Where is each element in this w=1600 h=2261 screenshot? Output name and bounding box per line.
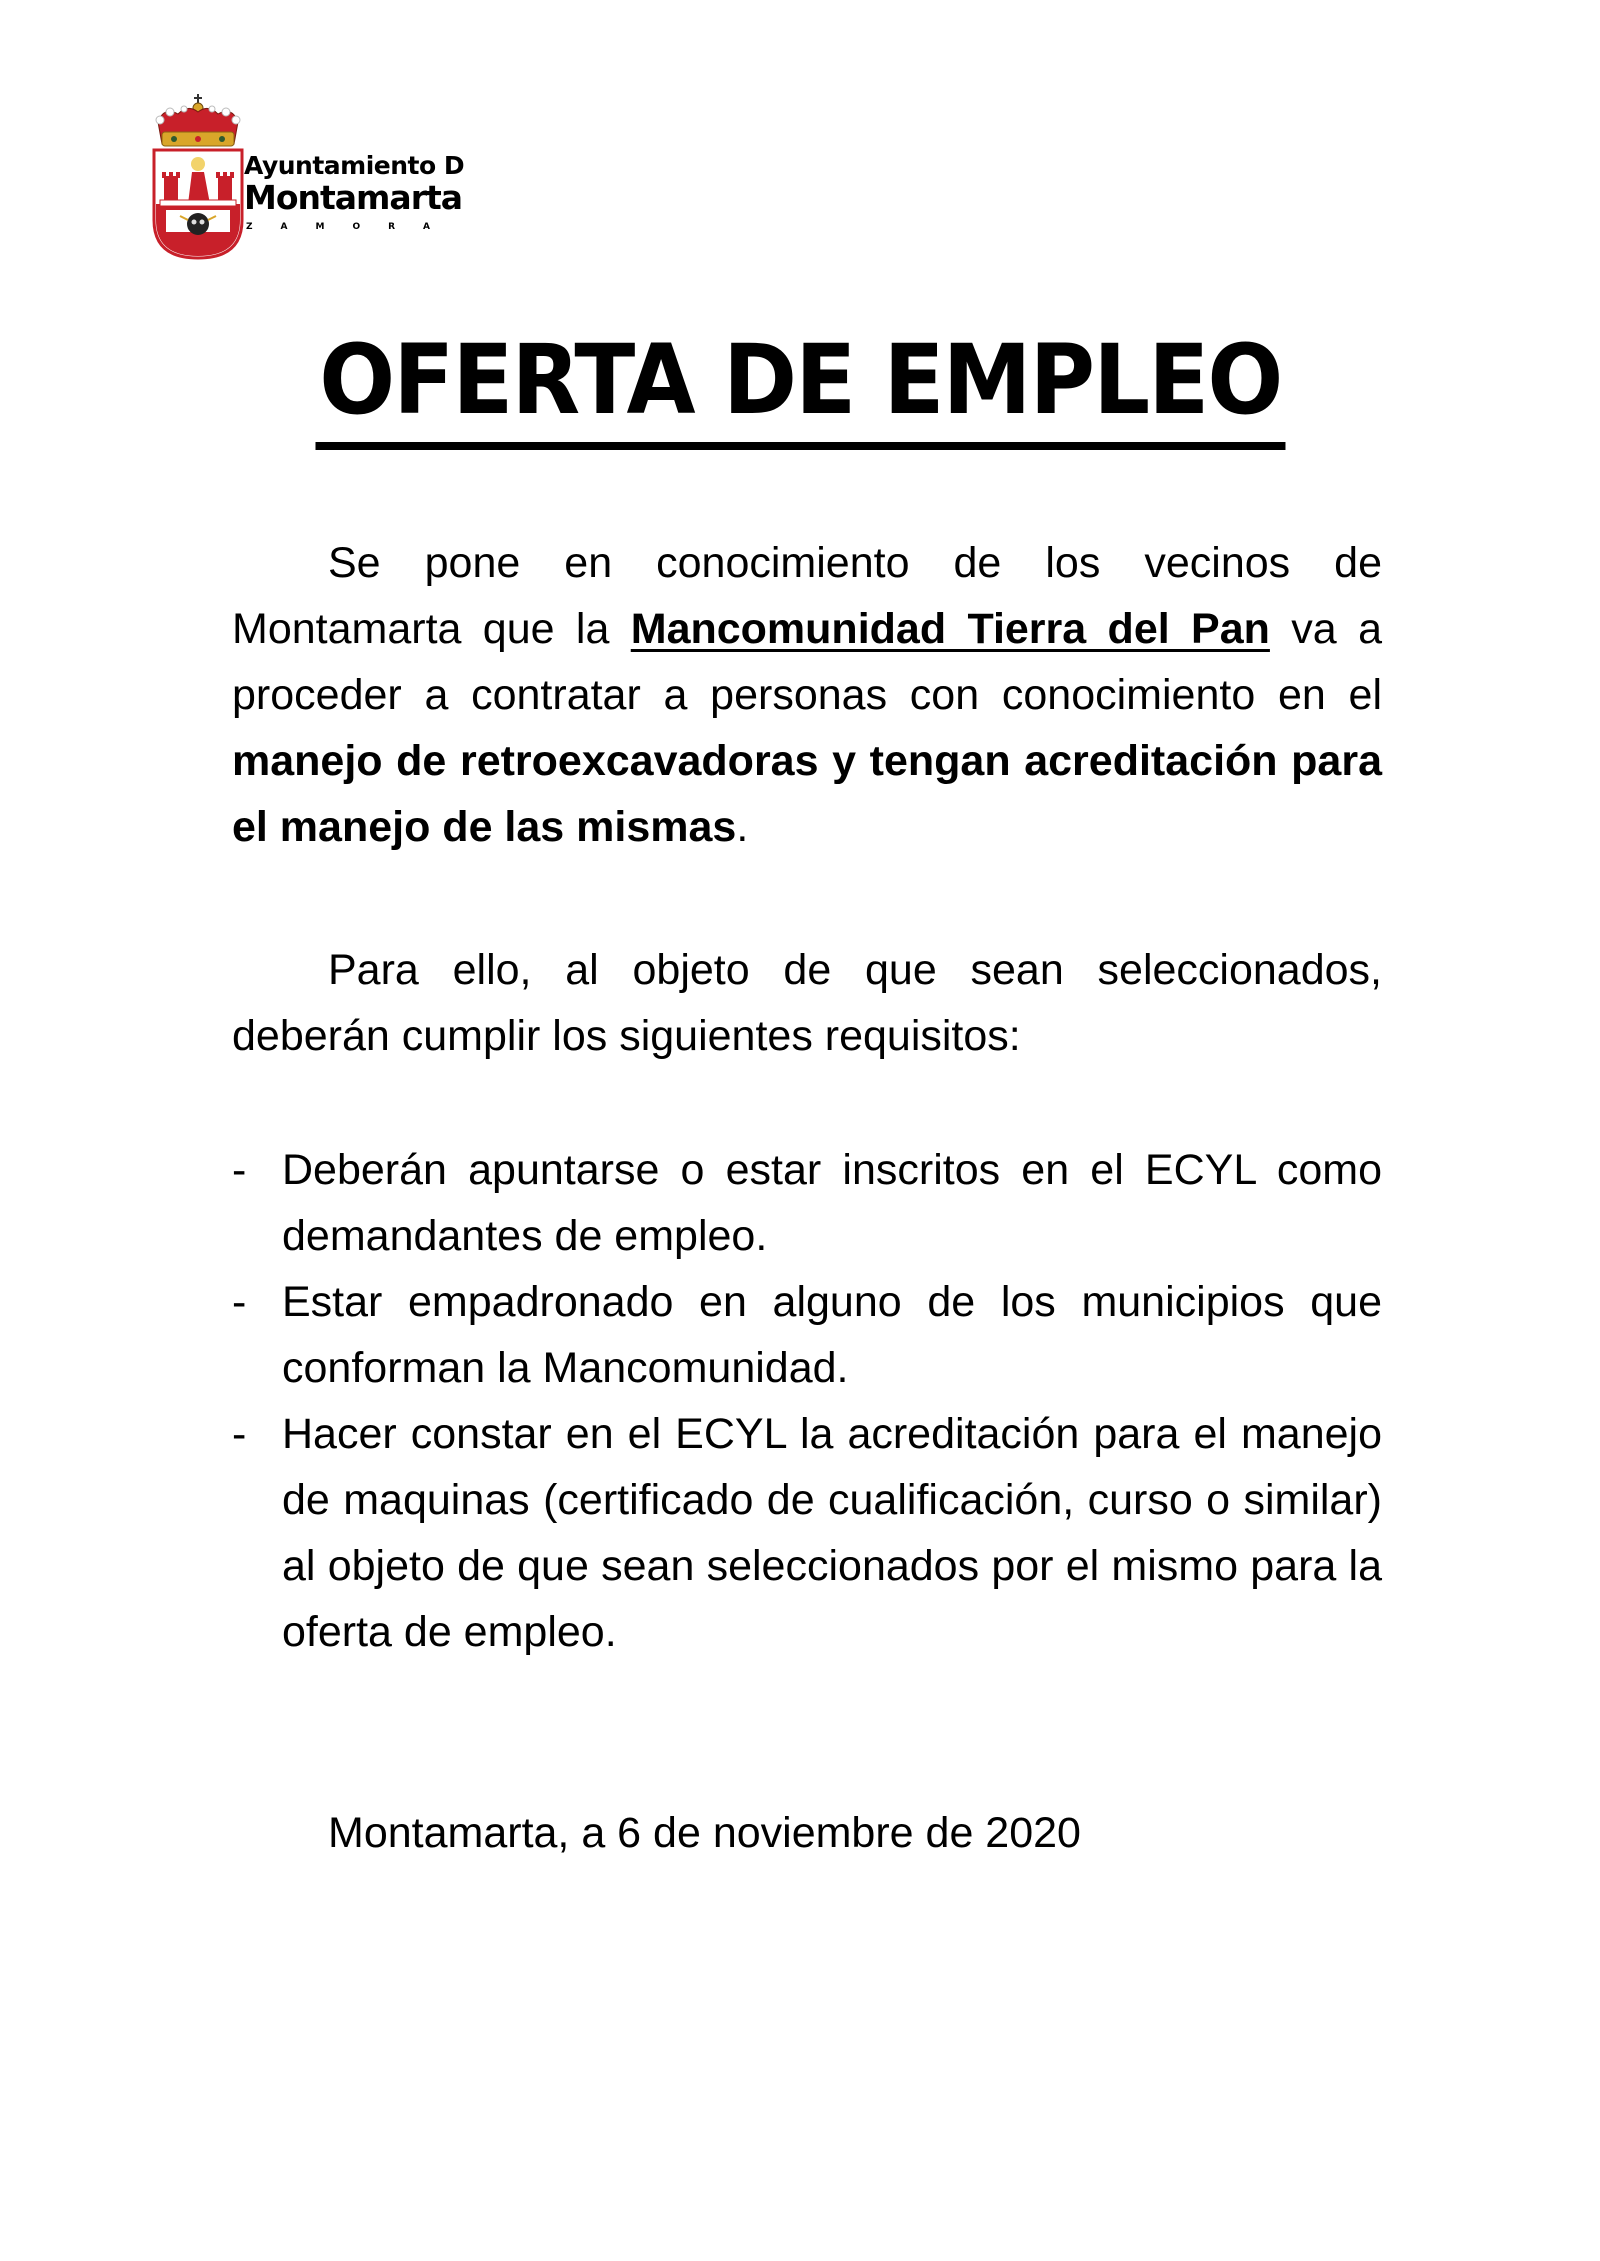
page-title: OFERTA DE EMPLEO (315, 330, 1285, 450)
logo-text (244, 152, 464, 234)
requirements-intro-paragraph (232, 937, 1382, 1069)
dash-bullet-icon: - (232, 1146, 247, 1194)
requirements-list (232, 1137, 1382, 1665)
municipality-logo (152, 92, 472, 262)
title-container (0, 324, 1600, 450)
dash-bullet-icon: - (232, 1410, 247, 1458)
list-item (232, 1137, 1382, 1269)
requirement-text: Deberán apuntarse o estar inscritos en el ECYL como demandantes de empleo. (282, 1146, 1382, 1260)
list-item (232, 1401, 1382, 1665)
intro-bold-requirement: manejo de retroexcavadoras y tengan acreditación para el manejo de las mismas (232, 737, 1382, 851)
requirement-text: Estar empadronado en alguno de los municipios que conforman la Mancomunidad. (282, 1278, 1382, 1392)
coat-of-arms-icon (152, 92, 244, 260)
logo-zamora: ZAMORA (246, 222, 458, 232)
dash-bullet-icon: - (232, 1278, 247, 1326)
signature-date: Montamarta, a 6 de noviembre de 2020 (328, 1809, 1081, 1857)
logo-ayuntamiento: Ayuntamiento D (244, 151, 465, 180)
logo-montamarta: Montamarta (244, 178, 463, 217)
requirement-text: Hacer constar en el ECYL la acreditación para el manejo de maquinas (certificado de cualificación, curso o similar) al objeto de que sean seleccionados por el mismo para la oferta de empleo. (282, 1410, 1382, 1656)
intro-text-middle: va a proceder a contratar a personas con conocimiento en el (232, 605, 1382, 719)
requirements-intro-text: Para ello, al objeto de que sean seleccionados, deberán cumplir los siguientes requisitos: (232, 946, 1382, 1060)
intro-paragraph (232, 530, 1382, 860)
intro-text-after: . (736, 803, 749, 851)
intro-text-before: Se pone en conocimiento de los vecinos de Montamarta que la (232, 539, 1382, 653)
list-item (232, 1269, 1382, 1401)
mancomunidad-name: Mancomunidad Tierra del Pan (630, 605, 1270, 653)
